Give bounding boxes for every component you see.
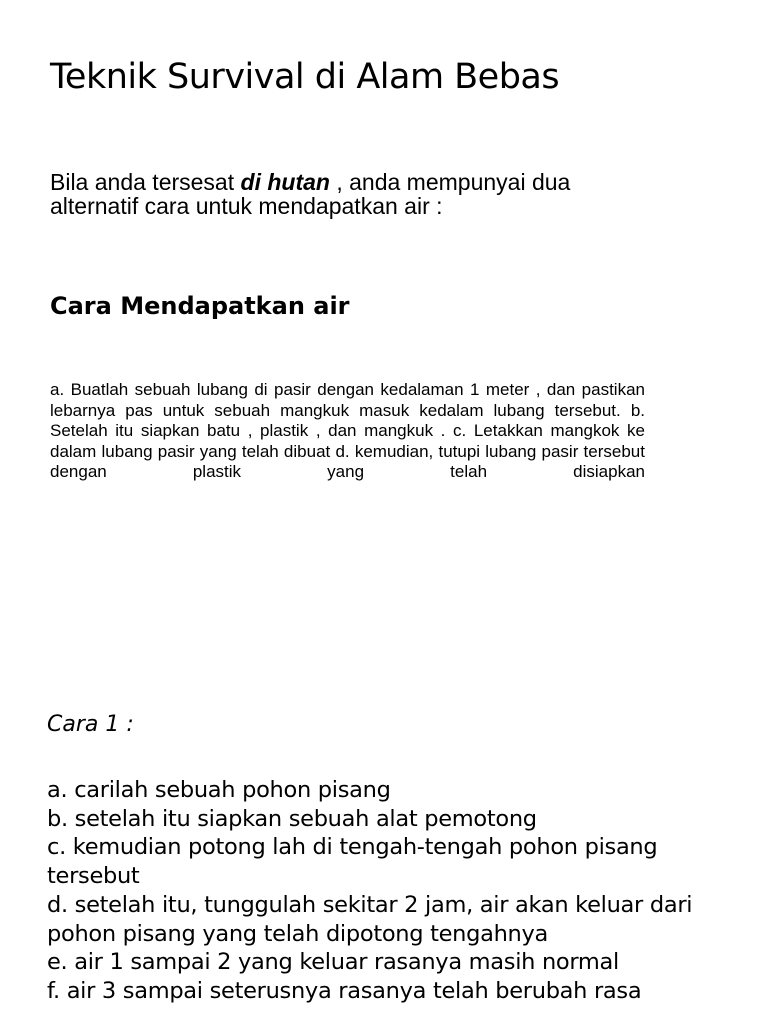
cara-1-item-d: d. setelah itu, tunggulah sekitar 2 jam, air akan keluar dari pohon pisang yang telah dipotong tengahnya <box>47 891 693 947</box>
cara-1-label: Cara 1 : <box>47 712 134 737</box>
intro-text-start: Bila anda tersesat <box>50 169 241 195</box>
step-d: d. kemudian, tutupi lubang pasir tersebut dengan plastik yang telah disiapkan <box>50 441 645 481</box>
cara-1-item-a: a. carilah sebuah pohon pisang <box>47 777 391 803</box>
step-b: b. Setelah itu siapkan batu , plastik , dan mangkuk . <box>50 400 645 440</box>
section-heading: Cara Mendapatkan air <box>50 292 350 320</box>
cara-1-list <box>47 776 747 1006</box>
cara-1-item-b: b. setelah itu siapkan sebuah alat pemotong <box>47 805 537 832</box>
cara-1-item-f: f. air 3 sampai seterusnya rasanya telah berubah rasa <box>47 977 642 1004</box>
cara-1-item-e: e. air 1 sampai 2 yang keluar rasanya masih normal <box>47 949 619 976</box>
step-c: c. Letakkan mangkok ke dalam lubang pasir yang telah dibuat <box>50 421 645 461</box>
intro-text-end: , anda mempunyai dua alternatif cara untuk mendapatkan air : <box>50 169 571 219</box>
cara-1-item-c: c. kemudian potong lah di tengah-tengah pohon pisang tersebut <box>47 834 658 890</box>
step-a: a. Buatlah sebuah lubang di pasir dengan kedalaman 1 meter , dan pastikan lebarnya pas untuk sebuah mangkuk masuk kedalam lubang tersebut. <box>50 380 645 420</box>
intro-emphasis: di hutan <box>240 169 330 195</box>
intro-paragraph <box>50 170 650 218</box>
slide-title: Teknik Survival di Alam Bebas <box>50 57 560 97</box>
steps-paragraph <box>50 380 645 483</box>
